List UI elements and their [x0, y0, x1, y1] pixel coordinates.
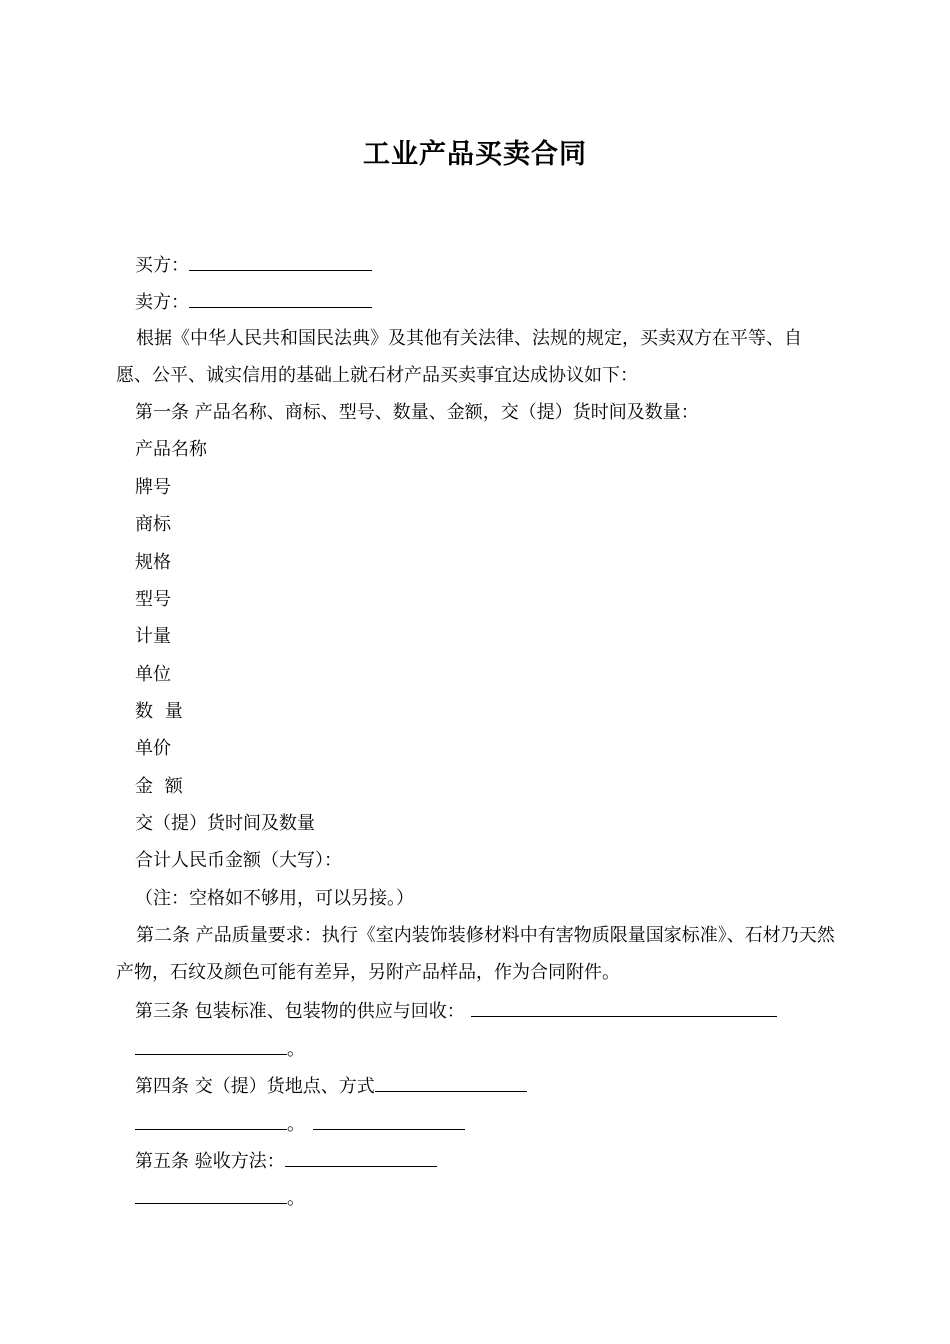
- article-4-blank-3[interactable]: [313, 1111, 465, 1130]
- field-quantity: 数 量: [135, 701, 186, 722]
- article-5-blank-2[interactable]: [135, 1185, 287, 1204]
- article-4-blank[interactable]: [375, 1073, 527, 1092]
- field-measurement: 计量: [135, 626, 171, 647]
- article-5: 第五条 验收方法：: [135, 1151, 285, 1172]
- field-product-name: 产品名称: [135, 439, 207, 460]
- article-5-blank[interactable]: [285, 1148, 437, 1167]
- article-4-blank-2[interactable]: [135, 1111, 287, 1130]
- buyer-line: [135, 252, 372, 278]
- seller-label: 卖方：: [135, 292, 189, 313]
- period: 。: [287, 1188, 305, 1209]
- article-3-blank-2[interactable]: [135, 1036, 287, 1055]
- field-brand-number: 牌号: [135, 477, 171, 498]
- document-title: 工业产品买卖合同: [363, 139, 587, 170]
- seller-line: [135, 289, 372, 315]
- field-specification: 规格: [135, 552, 171, 573]
- period: 。: [287, 1039, 305, 1060]
- article-4: 第四条 交（提）货地点、方式: [135, 1076, 375, 1097]
- field-unit-price: 单价: [135, 738, 171, 759]
- field-total-rmb: 合计人民币金额（大写）：: [135, 850, 342, 871]
- article-2: 第二条 产品质量要求：执行《室内装饰装修材料中有害物质限量国家标准》、石材乃天然产物，石纹及颜色可能有差异，另附产品样品，作为合同附件。: [116, 925, 835, 983]
- buyer-blank[interactable]: [189, 252, 372, 271]
- intro-paragraph: 根据《中华人民共和国民法典》及其他有关法律、法规的规定，买卖双方在平等、自愿、公平、诚实信用的基础上就石材产品买卖事宜达成协议如下：: [116, 328, 802, 386]
- article-1: 第一条 产品名称、商标、型号、数量、金额，交（提）货时间及数量：: [135, 402, 699, 423]
- period: 。: [287, 1114, 305, 1135]
- seller-blank[interactable]: [189, 289, 372, 308]
- field-model: 型号: [135, 589, 171, 610]
- article-3-blank[interactable]: [471, 998, 777, 1017]
- article-5-continuation: [135, 1185, 305, 1211]
- article-5-line: [135, 1148, 437, 1174]
- field-trademark: 商标: [135, 514, 171, 535]
- field-delivery-time: 交（提）货时间及数量: [135, 813, 315, 834]
- article-4-line: [135, 1073, 527, 1099]
- article-3-continuation: [135, 1036, 305, 1062]
- article-3: 第三条 包装标准、包装物的供应与回收：: [135, 1001, 465, 1022]
- field-amount: 金 额: [135, 776, 186, 797]
- field-unit: 单位: [135, 664, 171, 685]
- buyer-label: 买方：: [135, 255, 189, 276]
- article-4-continuation: [135, 1111, 465, 1137]
- article-3-line: [135, 998, 777, 1024]
- note: （注：空格如不够用，可以另接。）: [135, 888, 414, 909]
